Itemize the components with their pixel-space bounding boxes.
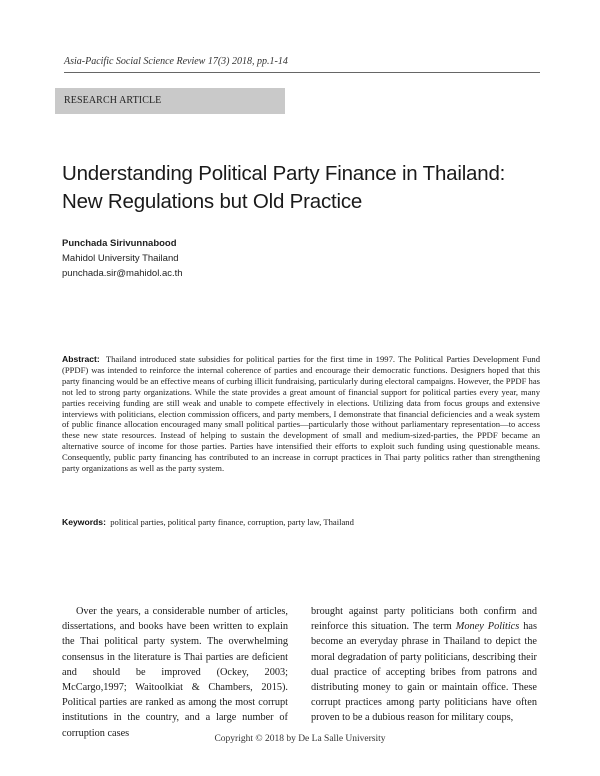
abstract-label: Abstract: (62, 354, 100, 364)
header-rule (64, 72, 540, 73)
keywords (62, 516, 540, 528)
article-type-banner (55, 88, 285, 114)
body-right-italic-term: Money Politics (455, 621, 520, 633)
body-right-text-start: brought against party politicians both confirm and reinforce this situation. The term (311, 606, 537, 633)
article-title-line-2: New Regulations but Old Practice (62, 190, 363, 213)
keywords-text: political parties, political party finance, corruption, party law, Thailand (110, 517, 354, 527)
author-name: Punchada Sirivunnabood (62, 238, 177, 249)
author-email: punchada.sir@mahidol.ac.th (62, 268, 183, 279)
body-right-column (311, 604, 537, 726)
abstract-text: Thailand introduced state subsidies for political parties for the first time in 1997. The Political Parties Development Fund (PPDF) was intended to reinforce the internal coherence of parties and encourage their democratic functions. Designers hoped that this party financing would be an effective means of curbing illicit fundraising, particularly during electoral campaigns. However, the PPDF has not led to strong party organizations. While the state provides a great amount of financial support for political parties every year, many parties receiving funding are still weak and unable to compete effectively in elections. Utilizing data from focus groups and extensive interviews with politicians, election commission officers, and party members, I demonstrate that financial deficiencies and a weak system of public finance allocation encouraged many small political parties—particularly those without parliamentary representation—to access these new state resources. Instead of helping to sustain the development of small and medium-sized-parties, the PPDF became an alternative source of income for those parties. Parties have intensified their efforts to exploit such funding using questionable means. Consequently, public party financing has contributed to an increase in corrupt practices in Thai party politics rather than strengthening party organizations as well as the party system. (62, 354, 540, 474)
journal-citation: Asia-Pacific Social Science Review 17(3) 2018, pp.1-14 (64, 56, 288, 67)
body-right-text-end: has become an everyday phrase in Thailand to depict the moral degradation of party politicians, describing their dual practice of accepting bribes from patrons and distributing money to gain or maintain office. These corrupt practices among party politicians have often proven to be a dubious reason for military coups, (311, 621, 537, 724)
copyright-footer: Copyright © 2018 by De La Salle University (214, 734, 386, 744)
article-title-line-1: Understanding Political Party Finance in Thailand: (62, 162, 506, 185)
author-block (62, 236, 183, 281)
keywords-label: Keywords: (62, 517, 106, 527)
author-affiliation: Mahidol University Thailand (62, 253, 179, 264)
abstract (62, 354, 540, 474)
body-left-column: Over the years, a considerable number of articles, dissertations, and books have been written to explain the Thai political party system. The overwhelming consensus in the literature is Thai parties are deficient and should be improved (Ockey, 2003; McCargo,1997; Waitoolkiat & Chambers, 2015). Political parties are ranked as among the most corrupt institutions in the country, and a large number of corruption cases (62, 606, 288, 739)
article-type-label: RESEARCH ARTICLE (64, 95, 162, 106)
article-title (62, 160, 542, 216)
